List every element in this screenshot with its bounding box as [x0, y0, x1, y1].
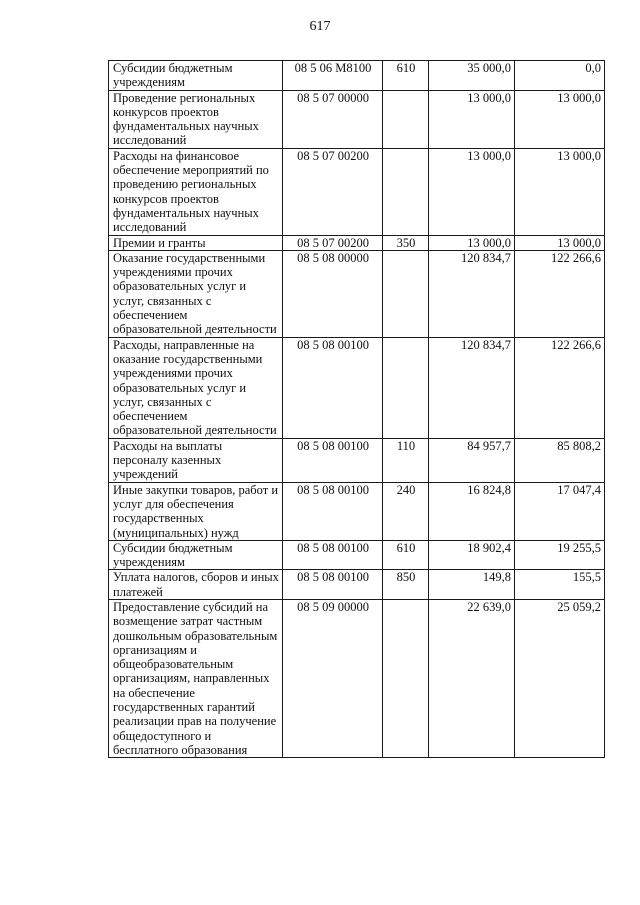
row-name-cell: Оказание государственными учреждениями прочих образовательных услуг и услуг, связанных с обеспечением образовательной деятельности	[109, 250, 283, 337]
row-value-1-cell: 149,8	[429, 570, 515, 600]
row-value-2-cell: 25 059,2	[515, 599, 605, 757]
table-row	[109, 90, 605, 148]
row-code-cell: 08 5 08 00100	[283, 438, 383, 482]
row-value-1-cell: 22 639,0	[429, 599, 515, 757]
table-row	[109, 540, 605, 570]
row-code-cell: 08 5 07 00200	[283, 148, 383, 235]
row-value-1-cell: 16 824,8	[429, 482, 515, 540]
table-row	[109, 482, 605, 540]
row-code-cell: 08 5 07 00200	[283, 235, 383, 250]
row-code-cell: 08 5 08 00100	[283, 540, 383, 570]
row-value-2-cell: 19 255,5	[515, 540, 605, 570]
row-name-cell: Премии и гранты	[109, 235, 283, 250]
row-value-1-cell: 13 000,0	[429, 148, 515, 235]
table-row	[109, 148, 605, 235]
row-name-cell: Расходы на выплаты персоналу казенных учреждений	[109, 438, 283, 482]
page-number: 617	[309, 19, 331, 34]
row-value-2-cell: 0,0	[515, 61, 605, 91]
row-value-1-cell: 120 834,7	[429, 337, 515, 438]
table-row	[109, 599, 605, 757]
row-name-cell: Субсидии бюджетным учреждениям	[109, 61, 283, 91]
row-value-2-cell: 13 000,0	[515, 90, 605, 148]
row-vr-cell	[383, 599, 429, 757]
row-code-cell: 08 5 06 M8100	[283, 61, 383, 91]
row-vr-cell: 350	[383, 235, 429, 250]
row-vr-cell: 110	[383, 438, 429, 482]
row-vr-cell	[383, 148, 429, 235]
row-code-cell: 08 5 08 00100	[283, 337, 383, 438]
row-code-cell: 08 5 08 00100	[283, 570, 383, 600]
row-value-1-cell: 84 957,7	[429, 438, 515, 482]
row-code-cell: 08 5 08 00100	[283, 482, 383, 540]
row-name-cell: Уплата налогов, сборов и иных платежей	[109, 570, 283, 600]
row-name-cell: Расходы на финансовое обеспечение мероприятий по проведению региональных конкурсов проектов фундаментальных научных исследований	[109, 148, 283, 235]
row-vr-cell	[383, 337, 429, 438]
row-vr-cell	[383, 250, 429, 337]
row-vr-cell: 240	[383, 482, 429, 540]
table-row	[109, 235, 605, 250]
row-value-1-cell: 18 902,4	[429, 540, 515, 570]
row-vr-cell: 850	[383, 570, 429, 600]
row-name-cell: Проведение региональных конкурсов проектов фундаментальных научных исследований	[109, 90, 283, 148]
table-row	[109, 438, 605, 482]
table-row	[109, 570, 605, 600]
row-vr-cell: 610	[383, 540, 429, 570]
row-value-2-cell: 17 047,4	[515, 482, 605, 540]
row-vr-cell	[383, 90, 429, 148]
row-value-1-cell: 120 834,7	[429, 250, 515, 337]
row-value-2-cell: 122 266,6	[515, 337, 605, 438]
table-row	[109, 61, 605, 91]
table-row	[109, 250, 605, 337]
row-value-2-cell: 155,5	[515, 570, 605, 600]
table-row	[109, 337, 605, 438]
budget-table	[108, 60, 605, 758]
row-name-cell: Субсидии бюджетным учреждениям	[109, 540, 283, 570]
row-value-1-cell: 13 000,0	[429, 235, 515, 250]
row-name-cell: Предоставление субсидий на возмещение затрат частным дошкольным образовательным организациям и общеобразовательным организациям, направленных на обеспечение государственных гарантий реализации прав на получение общедоступного и бесплатного образования	[109, 599, 283, 757]
row-name-cell: Иные закупки товаров, работ и услуг для обеспечения государственных (муниципальных) нужд	[109, 482, 283, 540]
row-name-cell: Расходы, направленные на оказание государственными учреждениями прочих образовательных услуг и услуг, связанных с обеспечением образовательной деятельности	[109, 337, 283, 438]
row-code-cell: 08 5 07 00000	[283, 90, 383, 148]
row-value-2-cell: 122 266,6	[515, 250, 605, 337]
row-value-2-cell: 85 808,2	[515, 438, 605, 482]
row-value-2-cell: 13 000,0	[515, 235, 605, 250]
row-vr-cell: 610	[383, 61, 429, 91]
row-value-1-cell: 13 000,0	[429, 90, 515, 148]
row-code-cell: 08 5 08 00000	[283, 250, 383, 337]
row-value-1-cell: 35 000,0	[429, 61, 515, 91]
row-value-2-cell: 13 000,0	[515, 148, 605, 235]
row-code-cell: 08 5 09 00000	[283, 599, 383, 757]
